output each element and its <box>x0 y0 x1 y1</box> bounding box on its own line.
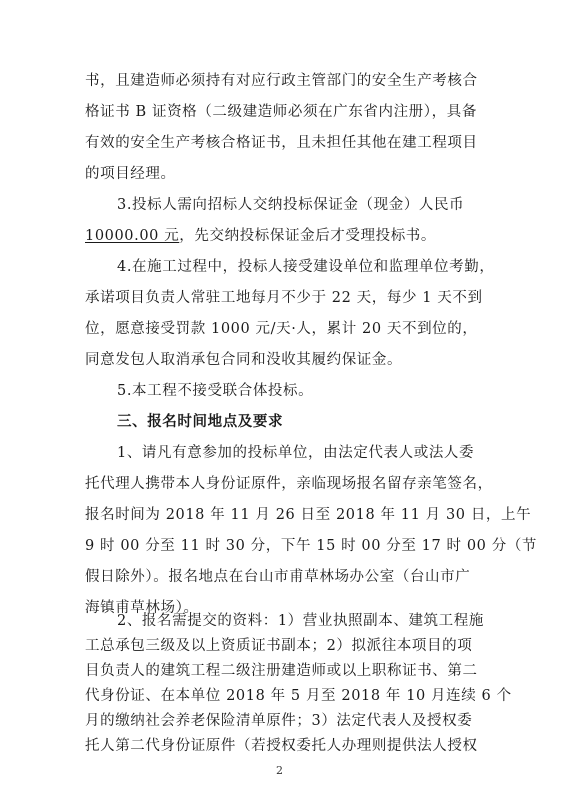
deposit-amount: 10000.00 元 <box>85 228 180 244</box>
section-heading: 三、报名时间地点及要求 <box>117 414 284 430</box>
text-line: 书，且建造师必须持有对应行政主管部门的安全生产考核合 <box>85 73 478 89</box>
text-line: 格证书 B 证资格（二级建造师必须在广东省内注册），具备 <box>85 104 477 120</box>
text-line: 托代理人携带本人身份证原件，亲临现场报名留存亲笔签名， <box>85 476 493 492</box>
page-number: 2 <box>276 764 283 777</box>
text-run: ，先交纳投标保证金后才受理投标书。 <box>179 228 436 244</box>
text-line: 报名时间为 2018 年 11 月 26 日至 2018 年 11 月 30 日，上午 <box>85 507 532 523</box>
text-line-last: 托人第二代身份证原件（若授权委托人办理则提供法人授权 <box>85 738 478 754</box>
text-line: 3.投标人需向招标人交纳投标保证金（现金）人民币 <box>117 197 465 213</box>
text-line: 月的缴纳社会养老保险清单原件；3）法定代表人及授权委 <box>85 713 473 729</box>
text-line: 同意发包人取消承包合同和没收其履约保证金。 <box>85 352 403 368</box>
text-line: 4.在施工过程中，投标人接受建设单位和监理单位考勤， <box>117 259 495 275</box>
text-line: 海镇甫草林场）。 <box>85 600 199 616</box>
text-line: 工总承包三级及以上资质证书副本；2）拟派往本项目的项 <box>85 638 473 654</box>
text-line: 9 时 00 分至 11 时 30 分，下午 15 时 00 分至 17 时 00 分（节 <box>85 538 538 554</box>
text-line: 5.本工程不接受联合体投标。 <box>117 383 314 399</box>
text-line: 假日除外）。报名地点在台山市甫草林场办公室（台山市广 <box>85 569 471 585</box>
text-line: 代身份证、在本单位 2018 年 5 月至 2018 年 10 月连续 6 个 <box>85 688 512 704</box>
text-line: 1、请凡有意参加的投标单位，由法定代表人或法人委 <box>117 445 475 461</box>
text-line: 有效的安全生产考核合格证书，且未担任其他在建工程项目 <box>85 135 478 151</box>
text-line: 位，愿意接受罚款 1000 元/天·人，累计 20 天不到位的， <box>85 321 478 337</box>
text-line: 目负责人的建筑工程二级注册建造师或以上职称证书、第二 <box>85 663 478 679</box>
text-line: 的项目经理。 <box>85 166 176 182</box>
text-line <box>85 227 436 245</box>
text-line: 2、报名需提交的资料：1）营业执照副本、建筑工程施 <box>117 613 484 629</box>
text-line: 承诺项目负责人常驻工地每月不少于 22 天，每少 1 天不到 <box>85 290 483 306</box>
